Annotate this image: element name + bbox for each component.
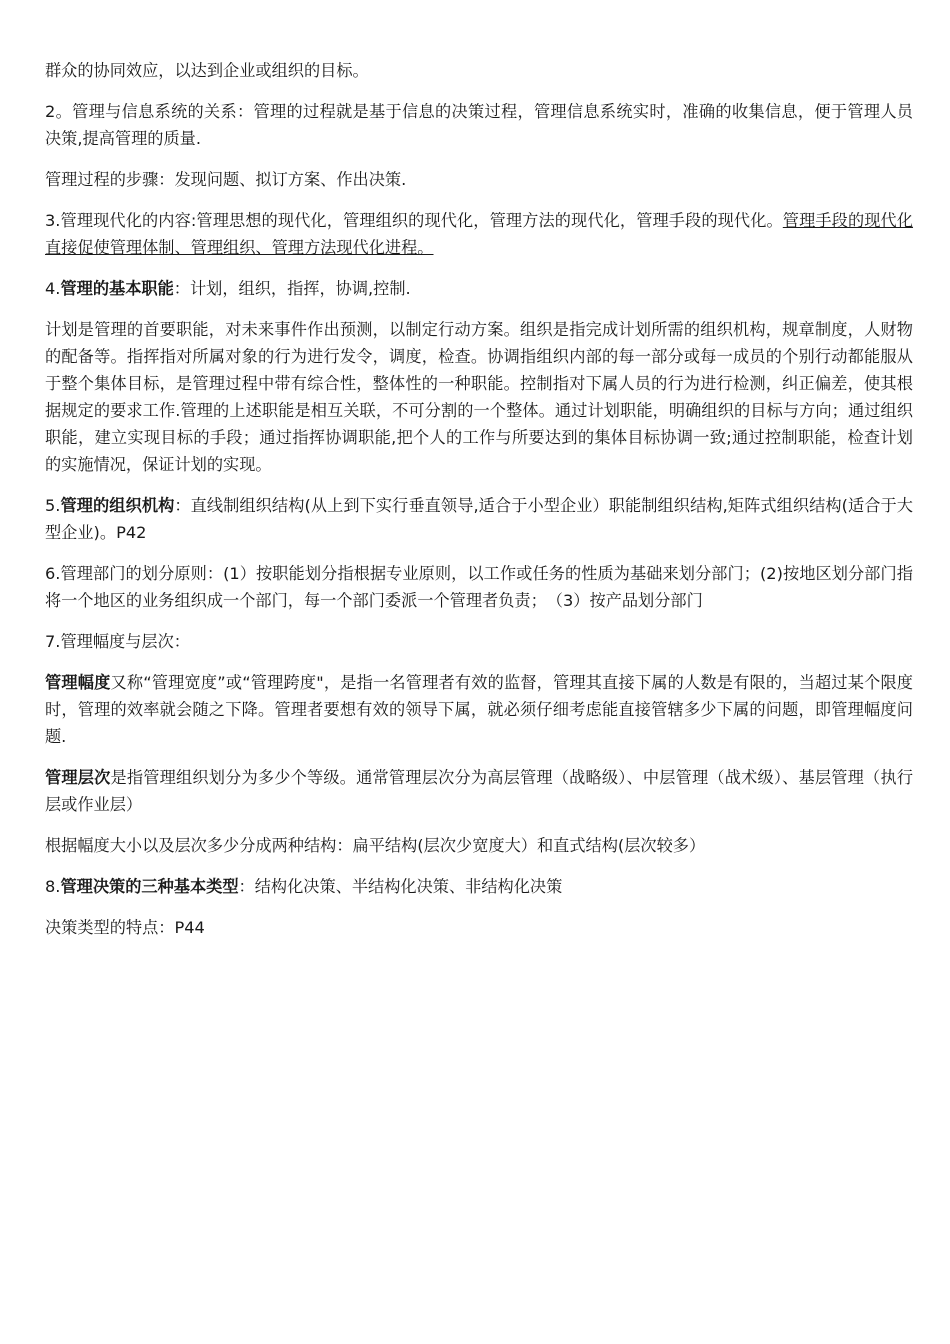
paragraph-management-span [45, 669, 913, 750]
management-levels-text: 是指管理组织划分为多少个等级。通常管理层次分为高层管理（战略级）、中层管理（战术级）、基层管理（执行层或作业层） [45, 768, 914, 814]
document-page [45, 57, 913, 955]
modernization-content: 3.管理现代化的内容:管理思想的现代化，管理组织的现代化，管理方法的现代化，管理手段的现代化。 [45, 211, 783, 230]
term-management-span: 管理幅度 [45, 673, 111, 692]
term-management-levels: 管理层次 [45, 768, 111, 787]
management-span-text: 又称“管理宽度”或“管理跨度"，是指一名管理者有效的监督，管理其直接下属的人数是有限的，当超过某个限度时，管理的效率就会随之下降。管理者要想有效的领导下属，就必须仔细考虑能直接管辖多少下属的问题，即管理幅度问题. [45, 673, 913, 746]
paragraph-functions-detail: 计划是管理的首要职能，对未来事件作出预测，以制定行动方案。组织是指完成计划所需的组织机构，规章制度，人财物的配备等。指挥指对所属对象的行为进行发令，调度，检查。协调指组织内部的每一部分或每一成员的个别行动都能服从于整个集体目标，是管理过程中带有综合性，整体性的一种职能。控制指对下属人员的行为进行检测，纠正偏差，使其根据规定的要求工作.管理的上述职能是相互关联，不可分割的一个整体。通过计划职能，明确组织的目标与方向；通过组织职能，建立实现目标的手段；通过指挥协调职能,把个人的工作与所要达到的集体目标协调一致;通过控制职能，检查计划的实施情况，保证计划的实现。 [45, 320, 913, 474]
paragraph-span-and-levels-heading: 7.管理幅度与层次： [45, 632, 190, 651]
item-number: 8. [45, 877, 61, 896]
paragraph-department-division: 6.管理部门的划分原则：(1）按职能划分指根据专业原则，以工作或任务的性质为基础来划分部门；(2)按地区划分部门指将一个地区的业务组织成一个部门，每一个部门委派一个管理者负责； （3）按产品划分部门 [45, 564, 913, 610]
item-number: 4. [45, 279, 61, 298]
paragraph-modernization [45, 207, 913, 261]
decision-types-list: ：结构化决策、半结构化决策、非结构化决策 [238, 877, 563, 896]
heading-basic-functions: 管理的基本职能 [60, 279, 174, 298]
basic-functions-list: ：计划，组织，指挥，协调,控制. [173, 279, 411, 298]
paragraph-structure-types: 根据幅度大小以及层次多少分成两种结构：扁平结构(层次少宽度大）和直式结构(层次较多） [45, 836, 706, 855]
heading-decision-types: 管理决策的三种基本类型 [60, 877, 239, 896]
paragraph-mis-relation: 2。管理与信息系统的关系：管理的过程就是基于信息的决策过程，管理信息系统实时，准确的收集信息，便于管理人员决策,提高管理的质量. [45, 102, 913, 148]
paragraph-decision-types [45, 873, 913, 900]
paragraph-management-levels [45, 764, 913, 818]
org-structure-text: ：直线制组织结构(从上到下实行垂直领导,适合于小型企业）职能制组织结构,矩阵式组织结构(适合于大型企业)。P42 [45, 496, 913, 542]
paragraph-process-steps: 管理过程的步骤：发现问题、拟订方案、作出决策. [45, 170, 407, 189]
paragraph-org-structure [45, 492, 913, 546]
heading-org-structure: 管理的组织机构 [60, 496, 175, 515]
paragraph-basic-functions [45, 275, 913, 302]
paragraph-synergy: 群众的协同效应，以达到企业或组织的目标。 [45, 61, 369, 80]
paragraph-decision-features: 决策类型的特点：P44 [45, 918, 205, 937]
item-number: 5. [45, 496, 61, 515]
modernization-underlined-note: 管理手段的现代化直接促使管理体制、管理组织、管理方法现代化进程。 [45, 211, 914, 257]
